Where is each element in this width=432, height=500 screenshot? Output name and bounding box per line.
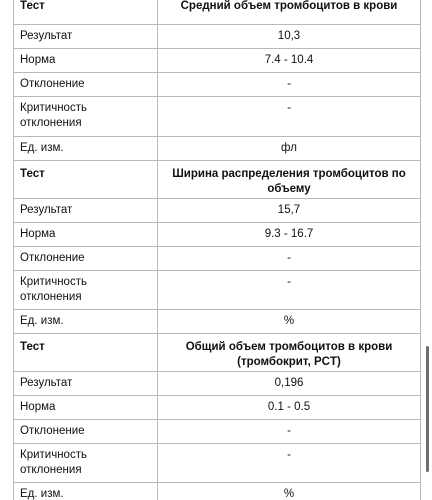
test-title: Ширина распределения тромбоцитов по объему — [158, 160, 421, 198]
test-header-label: Тест — [14, 0, 158, 24]
row-value: 9.3 - 16.7 — [158, 222, 421, 246]
row-label: Норма — [14, 395, 158, 419]
test-header-row — [14, 160, 420, 198]
test-header-label: Тест — [14, 160, 158, 198]
table-row — [14, 24, 420, 48]
row-label: Отклонение — [14, 419, 158, 443]
row-label: Отклонение — [14, 72, 158, 96]
row-label: Ед. изм. — [14, 482, 158, 500]
row-value: 15,7 — [158, 198, 421, 222]
table-row — [14, 371, 420, 395]
test-header-row — [14, 333, 420, 371]
table-row — [14, 48, 420, 72]
table-row — [14, 136, 420, 160]
row-label: Результат — [14, 198, 158, 222]
row-value: 10,3 — [158, 24, 421, 48]
table-row — [14, 96, 420, 136]
table-row — [14, 482, 420, 500]
table-row — [14, 443, 420, 482]
row-value: % — [158, 309, 421, 333]
row-label: Результат — [14, 24, 158, 48]
test-header-row — [14, 0, 420, 24]
row-value: - — [158, 419, 421, 443]
table-row — [14, 246, 420, 270]
row-label: Критичность отклонения — [14, 96, 158, 136]
row-value: фл — [158, 136, 421, 160]
row-label: Результат — [14, 371, 158, 395]
row-label: Норма — [14, 48, 158, 72]
row-value: 0,196 — [158, 371, 421, 395]
vertical-scrollbar[interactable] — [426, 346, 429, 472]
row-label: Отклонение — [14, 246, 158, 270]
row-value: - — [158, 246, 421, 270]
row-label: Ед. изм. — [14, 309, 158, 333]
table-row — [14, 222, 420, 246]
row-value: - — [158, 96, 421, 136]
results-table — [14, 0, 420, 500]
row-value: - — [158, 270, 421, 309]
test-header-label: Тест — [14, 333, 158, 371]
table-row — [14, 72, 420, 96]
row-value: % — [158, 482, 421, 500]
row-label: Критичность отклонения — [14, 443, 158, 482]
table-row — [14, 309, 420, 333]
test-title: Общий объем тромбоцитов в крови (тромбокрит, PCT) — [158, 333, 421, 371]
row-label: Ед. изм. — [14, 136, 158, 160]
row-value: - — [158, 443, 421, 482]
test-title: Средний объем тромбоцитов в крови — [158, 0, 421, 24]
table-row — [14, 270, 420, 309]
row-value: 0.1 - 0.5 — [158, 395, 421, 419]
row-value: 7.4 - 10.4 — [158, 48, 421, 72]
table-row — [14, 198, 420, 222]
results-sheet[interactable] — [13, 0, 421, 500]
table-row — [14, 395, 420, 419]
table-row — [14, 419, 420, 443]
row-label: Критичность отклонения — [14, 270, 158, 309]
row-value: - — [158, 72, 421, 96]
row-label: Норма — [14, 222, 158, 246]
